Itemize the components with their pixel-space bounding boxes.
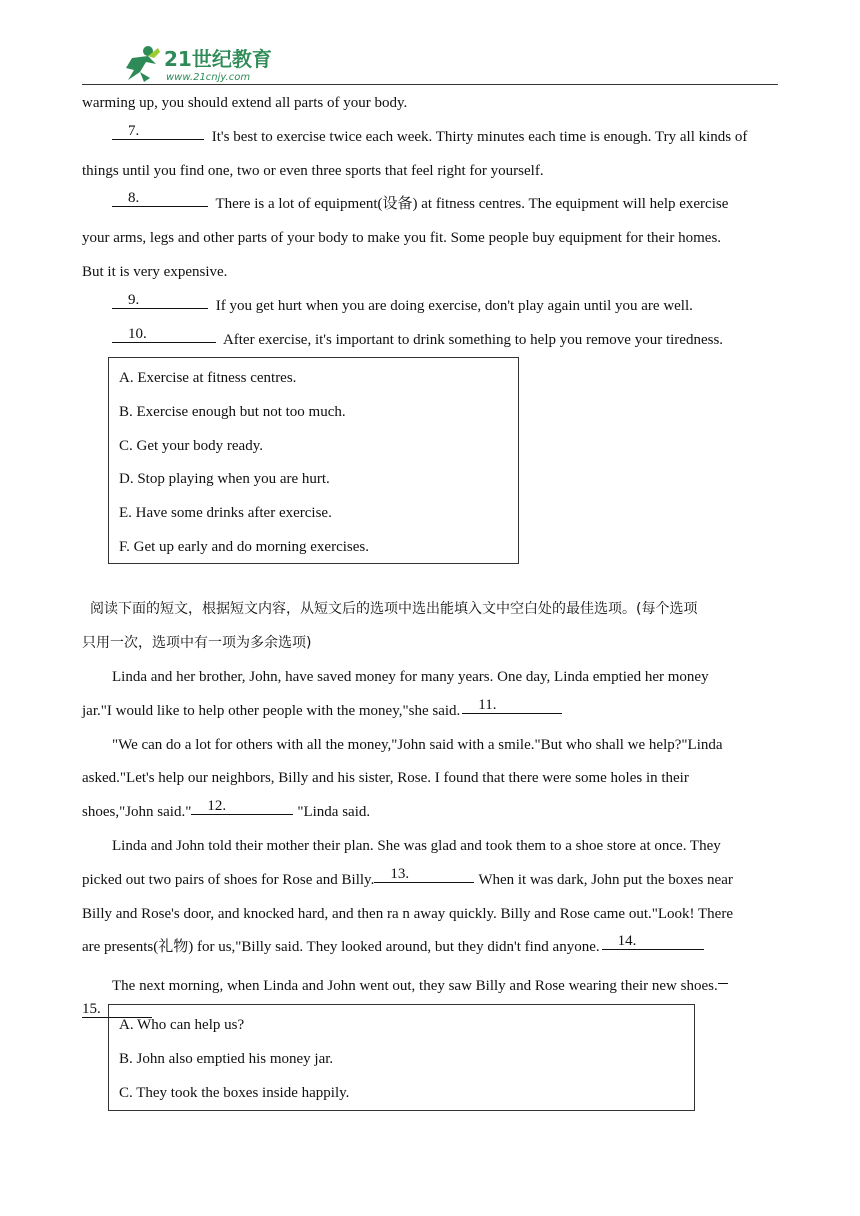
site-logo [104, 42, 284, 89]
option-f: F. Get up early and do morning exercises. [119, 538, 369, 555]
option-d: D. Stop playing when you are hurt. [119, 471, 330, 488]
logo-text: 21世纪教育 [164, 47, 272, 71]
option-a: A. Who can help us? [119, 1017, 245, 1033]
options-box-1 [108, 357, 519, 564]
question-10 [82, 324, 780, 358]
option-b: B. Exercise enough but not too much. [119, 403, 346, 420]
answer-blank[interactable]: 13. [374, 864, 474, 883]
logo-url: www.21cnjy.com [166, 72, 251, 83]
text-line: warming up, you should extend all parts of your body. [82, 95, 408, 111]
options-box-2 [108, 1004, 695, 1111]
question-9 [82, 290, 780, 324]
answer-blank[interactable]: 7. [112, 121, 204, 140]
text-line: Linda and John told their mother their plan. She was glad and took them to a shoe store at once. They [112, 837, 721, 854]
question-11 [82, 695, 780, 729]
question-8 [82, 188, 780, 222]
text-line: jar."I would like to help other people with the money,"she said. [82, 702, 461, 719]
instructions-cont: 只用一次，选项中有一项为多余选项) [82, 635, 312, 652]
option-c: C. They took the boxes inside happily. [119, 1084, 350, 1101]
header-rule [82, 84, 778, 85]
page-header [82, 40, 778, 86]
text-line: If you get hurt when you are doing exercise, don't play again until you are well. [215, 297, 693, 314]
text-line: Billy and Rose's door, and knocked hard, and then ra n away quickly. Billy and Rose came out."Look! There [82, 905, 733, 922]
text-line: The next morning, when Linda and John went out, they saw Billy and Rose wearing their new shoes. [112, 978, 718, 995]
answer-blank[interactable]: 9. [112, 290, 208, 309]
text-line: When it was dark, John put the boxes near [478, 871, 733, 888]
text-line: your arms, legs and other parts of your body to make you fit. Some people buy equipment for their homes. [82, 230, 722, 247]
text-line: Linda and her brother, John, have saved money for many years. One day, Linda emptied her money [112, 668, 709, 685]
answer-blank[interactable]: 15. [82, 999, 152, 1018]
text-line: shoes,"John said." [82, 804, 192, 821]
option-b: B. John also emptied his money jar. [119, 1050, 334, 1067]
question-12 [82, 796, 780, 830]
question-14 [82, 931, 780, 965]
answer-blank[interactable]: 8. [112, 188, 208, 207]
text-line: It's best to exercise twice each week. Thirty minutes each time is enough. Try all kinds of [211, 128, 748, 145]
question-13 [82, 864, 780, 898]
answer-blank[interactable]: 11. [462, 695, 562, 714]
question-7 [82, 121, 780, 155]
answer-blank[interactable]: 12. [191, 796, 293, 815]
answer-blank[interactable]: 14. [602, 931, 704, 950]
text-line: are presents(礼物) for us,"Billy said. They looked around, but they didn't find anyone. [82, 939, 600, 956]
text-line: But it is very expensive. [82, 263, 228, 280]
option-e: E. Have some drinks after exercise. [119, 505, 332, 522]
blank-underline [718, 965, 728, 984]
option-c: C. Get your body ready. [119, 437, 263, 454]
text-line: There is a lot of equipment(设备) at fitness centres. The equipment will help exercise [215, 196, 729, 213]
option-a: A. Exercise at fitness centres. [119, 370, 297, 386]
text-line: After exercise, it's important to drink something to help you remove your tiredness. [222, 331, 724, 348]
text-line: "We can do a lot for others with all the money,"John said with a smile."But who shall we help?"Linda [112, 736, 723, 753]
text-line: "Linda said. [297, 804, 371, 821]
text-line: asked."Let's help our neighbors, Billy and his sister, Rose. I found that there were some holes in their [82, 770, 689, 787]
text-line: things until you find one, two or even three sports that feel right for yourself. [82, 162, 544, 179]
answer-blank[interactable]: 10. [112, 324, 216, 343]
text-line [82, 965, 780, 999]
instructions: 阅读下面的短文，根据短文内容，从短文后的选项中选出能填入文中空白处的最佳选项。(每个选项 [90, 601, 698, 618]
text-line: picked out two pairs of shoes for Rose and Billy. [82, 871, 375, 888]
